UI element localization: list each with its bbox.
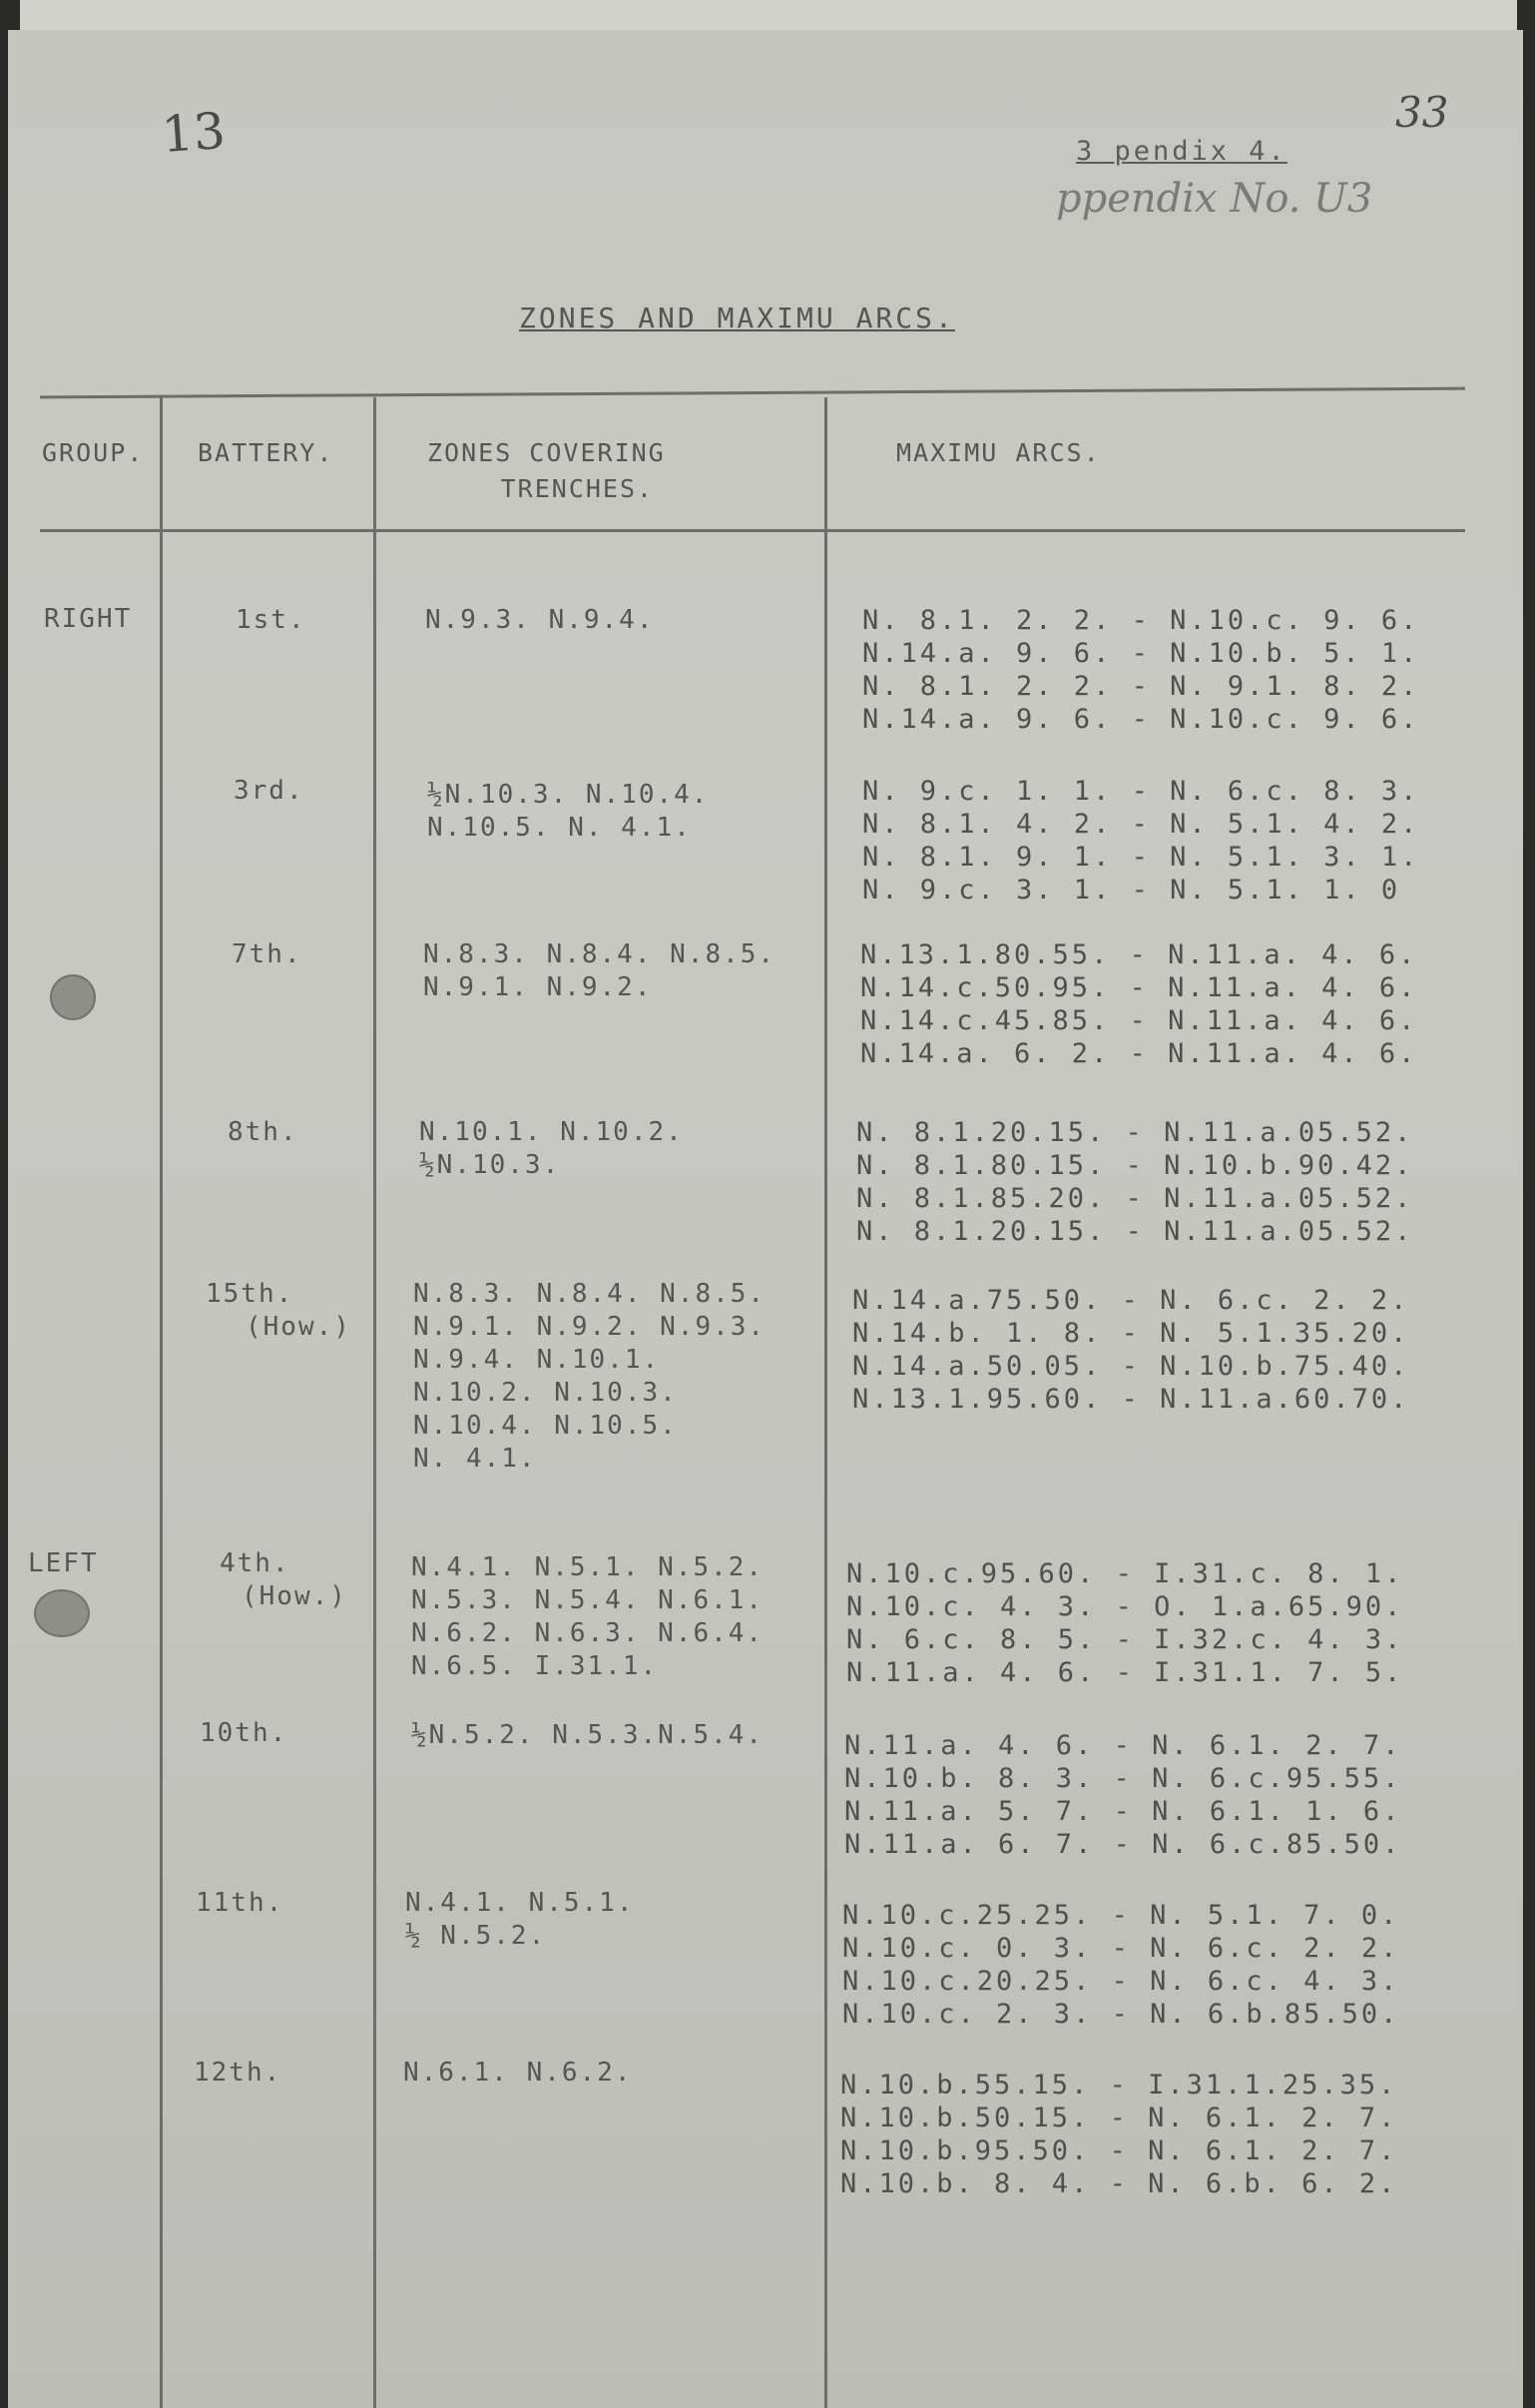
arc-line: N. 9.c. 3. 1. - N. 5.1. 1. 0 bbox=[862, 875, 1401, 905]
arc-line: N.10.c. 4. 3. - O. 1.a.65.90. bbox=[846, 1591, 1404, 1622]
zone-line: N.10.4. N.10.5. bbox=[413, 1411, 678, 1441]
column-rule-group bbox=[160, 397, 163, 2408]
zone-line: N.4.1. N.5.1. N.5.2. bbox=[411, 1552, 765, 1582]
arc-line: N. 8.1. 2. 2. - N.10.c. 9. 6. bbox=[862, 605, 1420, 636]
group-left: LEFT bbox=[28, 1548, 99, 1578]
punch-hole bbox=[34, 1589, 90, 1637]
arc-line: N.14.b. 1. 8. - N. 5.1.35.20. bbox=[852, 1318, 1410, 1349]
battery-name bbox=[220, 1547, 347, 1613]
zones-cell bbox=[403, 2057, 633, 2090]
zone-line: N.8.3. N.8.4. N.8.5. bbox=[423, 939, 776, 969]
header-battery: BATTERY. bbox=[198, 438, 334, 467]
arc-line: N.11.a. 5. 7. - N. 6.1. 1. 6. bbox=[844, 1796, 1402, 1827]
header-group: GROUP. bbox=[42, 438, 145, 467]
arc-line: N.14.c.45.85. - N.11.a. 4. 6. bbox=[860, 1005, 1418, 1036]
arc-line: N.14.a.50.05. - N.10.b.75.40. bbox=[852, 1351, 1410, 1382]
zone-line: N.10.1. N.10.2. bbox=[419, 1117, 684, 1147]
battery-line: 11th. bbox=[196, 1888, 284, 1918]
zones-cell bbox=[423, 938, 775, 1004]
zone-line: N.10.2. N.10.3. bbox=[413, 1378, 678, 1408]
zones-cell bbox=[405, 1887, 635, 1953]
document-title: ZONES AND MAXIMU ARCS. bbox=[519, 301, 955, 334]
arc-line: N.10.b.50.15. - N. 6.1. 2. 7. bbox=[840, 2103, 1398, 2133]
arc-line: N.11.a. 6. 7. - N. 6.c.85.50. bbox=[844, 1829, 1402, 1860]
page-number: 13 bbox=[160, 101, 228, 165]
battery-name bbox=[234, 775, 304, 808]
arc-line: N.14.c.50.95. - N.11.a. 4. 6. bbox=[860, 972, 1418, 1003]
group-right: RIGHT bbox=[44, 604, 133, 634]
arcs-cell bbox=[844, 1729, 1401, 1861]
battery-line: 15th. bbox=[206, 1279, 294, 1309]
zones-cell bbox=[411, 1551, 764, 1683]
arcs-cell bbox=[852, 1284, 1409, 1416]
battery-line: 12th. bbox=[194, 2058, 282, 2088]
battery-name bbox=[232, 938, 302, 971]
arcs-cell bbox=[842, 1899, 1399, 2031]
header-zones bbox=[427, 435, 666, 507]
column-rule-zones bbox=[824, 397, 827, 2408]
arc-line: N.11.a. 4. 6. - I.31.1. 7. 5. bbox=[846, 1657, 1404, 1688]
zone-line: N.6.2. N.6.3. N.6.4. bbox=[411, 1618, 765, 1648]
zone-line: N.9.4. N.10.1. bbox=[413, 1345, 661, 1375]
zone-line: N.10.5. N. 4.1. bbox=[427, 813, 692, 843]
battery-name bbox=[196, 1887, 283, 1920]
zone-line: ½N.10.3. N.10.4. bbox=[427, 780, 710, 810]
battery-name bbox=[236, 604, 306, 637]
arc-line: N.10.b. 8. 4. - N. 6.b. 6. 2. bbox=[840, 2168, 1398, 2199]
zone-line: ½N.10.3. bbox=[419, 1150, 561, 1180]
arc-line: N. 8.1. 2. 2. - N. 9.1. 8. 2. bbox=[862, 671, 1420, 702]
arc-line: N. 8.1. 9. 1. - N. 5.1. 3. 1. bbox=[862, 842, 1420, 873]
zone-line: N.9.1. N.9.2. bbox=[423, 972, 653, 1002]
zone-line: N.4.1. N.5.1. bbox=[405, 1888, 635, 1918]
header-zones-line: TRENCHES. bbox=[500, 474, 655, 503]
zone-line: N.8.3. N.8.4. N.8.5. bbox=[413, 1279, 767, 1309]
arc-line: N.14.a.75.50. - N. 6.c. 2. 2. bbox=[852, 1285, 1410, 1316]
battery-name bbox=[200, 1717, 287, 1750]
arc-line: N. 8.1.80.15. - N.10.b.90.42. bbox=[856, 1150, 1414, 1181]
arc-line: N.13.1.80.55. - N.11.a. 4. 6. bbox=[860, 939, 1418, 970]
arcs-cell bbox=[860, 938, 1417, 1070]
arc-line: N.10.c.95.60. - I.31.c. 8. 1. bbox=[846, 1558, 1404, 1589]
arc-line: N. 9.c. 1. 1. - N. 6.c. 8. 3. bbox=[862, 776, 1420, 807]
arc-line: N.10.c.20.25. - N. 6.c. 4. 3. bbox=[842, 1966, 1400, 1997]
zone-line: ½ N.5.2. bbox=[405, 1921, 547, 1951]
arc-line: N.13.1.95.60. - N.11.a.60.70. bbox=[852, 1384, 1410, 1415]
arc-line: N.14.a. 9. 6. - N.10.c. 9. 6. bbox=[862, 704, 1420, 735]
arc-line: N.10.c. 0. 3. - N. 6.c. 2. 2. bbox=[842, 1933, 1400, 1964]
zones-cell bbox=[413, 1278, 766, 1476]
arcs-cell bbox=[846, 1557, 1403, 1689]
battery-line: (How.) bbox=[246, 1312, 351, 1342]
battery-name bbox=[194, 2057, 281, 2090]
arc-line: N. 8.1.20.15. - N.11.a.05.52. bbox=[856, 1117, 1414, 1148]
battery-line: 3rd. bbox=[234, 776, 304, 806]
battery-line: 8th. bbox=[228, 1117, 298, 1147]
arcs-cell bbox=[856, 1116, 1413, 1248]
header-arcs: MAXIMU ARCS. bbox=[896, 438, 1101, 467]
battery-line: (How.) bbox=[242, 1581, 347, 1611]
arcs-cell bbox=[862, 775, 1419, 906]
header-zones-line: ZONES COVERING bbox=[427, 438, 666, 467]
arc-line: N.10.b.55.15. - I.31.1.25.35. bbox=[840, 2070, 1398, 2101]
folio-number: 33 bbox=[1395, 88, 1449, 137]
zones-cell bbox=[427, 779, 709, 845]
zones-cell bbox=[425, 604, 655, 637]
arc-line: N.10.c. 2. 3. - N. 6.b.85.50. bbox=[842, 1999, 1400, 2030]
zone-line: N.5.3. N.5.4. N.6.1. bbox=[411, 1585, 765, 1615]
header-bottom-rule bbox=[40, 529, 1465, 532]
zone-line: N.6.5. I.31.1. bbox=[411, 1651, 659, 1681]
column-rule-battery bbox=[373, 397, 376, 2408]
battery-name bbox=[228, 1116, 298, 1149]
battery-line: 7th. bbox=[232, 939, 302, 969]
arcs-cell bbox=[862, 604, 1419, 736]
arc-line: N.14.a. 9. 6. - N.10.b. 5. 1. bbox=[862, 638, 1420, 669]
zones-cell bbox=[411, 1719, 764, 1752]
arc-line: N. 8.1.20.15. - N.11.a.05.52. bbox=[856, 1216, 1414, 1247]
arc-line: N.10.b. 8. 3. - N. 6.c.95.55. bbox=[844, 1763, 1402, 1794]
arc-line: N.14.a. 6. 2. - N.11.a. 4. 6. bbox=[860, 1038, 1418, 1069]
zone-line: N.9.1. N.9.2. N.9.3. bbox=[413, 1312, 767, 1342]
arc-line: N.10.c.25.25. - N. 5.1. 7. 0. bbox=[842, 1900, 1400, 1931]
zone-line: N.6.1. N.6.2. bbox=[403, 2058, 633, 2088]
zone-line: N. 4.1. bbox=[413, 1444, 537, 1474]
battery-line: 4th. bbox=[220, 1548, 290, 1578]
zone-line: N.9.3. N.9.4. bbox=[425, 605, 655, 635]
arc-line: N.10.b.95.50. - N. 6.1. 2. 7. bbox=[840, 2135, 1398, 2166]
appendix-stamp: ppendix No. U3 bbox=[1056, 176, 1373, 222]
battery-name bbox=[206, 1278, 351, 1344]
appendix-typed: 3 pendix 4. bbox=[1076, 136, 1287, 167]
arc-line: N.11.a. 4. 6. - N. 6.1. 2. 7. bbox=[844, 1730, 1402, 1761]
punch-hole bbox=[50, 974, 96, 1020]
arc-line: N. 8.1. 4. 2. - N. 5.1. 4. 2. bbox=[862, 809, 1420, 840]
battery-line: 10th. bbox=[200, 1718, 288, 1748]
zones-cell bbox=[419, 1116, 684, 1182]
battery-line: 1st. bbox=[236, 605, 306, 635]
arc-line: N. 8.1.85.20. - N.11.a.05.52. bbox=[856, 1183, 1414, 1214]
zone-line: ½N.5.2. N.5.3.N.5.4. bbox=[411, 1720, 765, 1750]
arcs-cell bbox=[840, 2069, 1397, 2200]
arc-line: N. 6.c. 8. 5. - I.32.c. 4. 3. bbox=[846, 1624, 1404, 1655]
